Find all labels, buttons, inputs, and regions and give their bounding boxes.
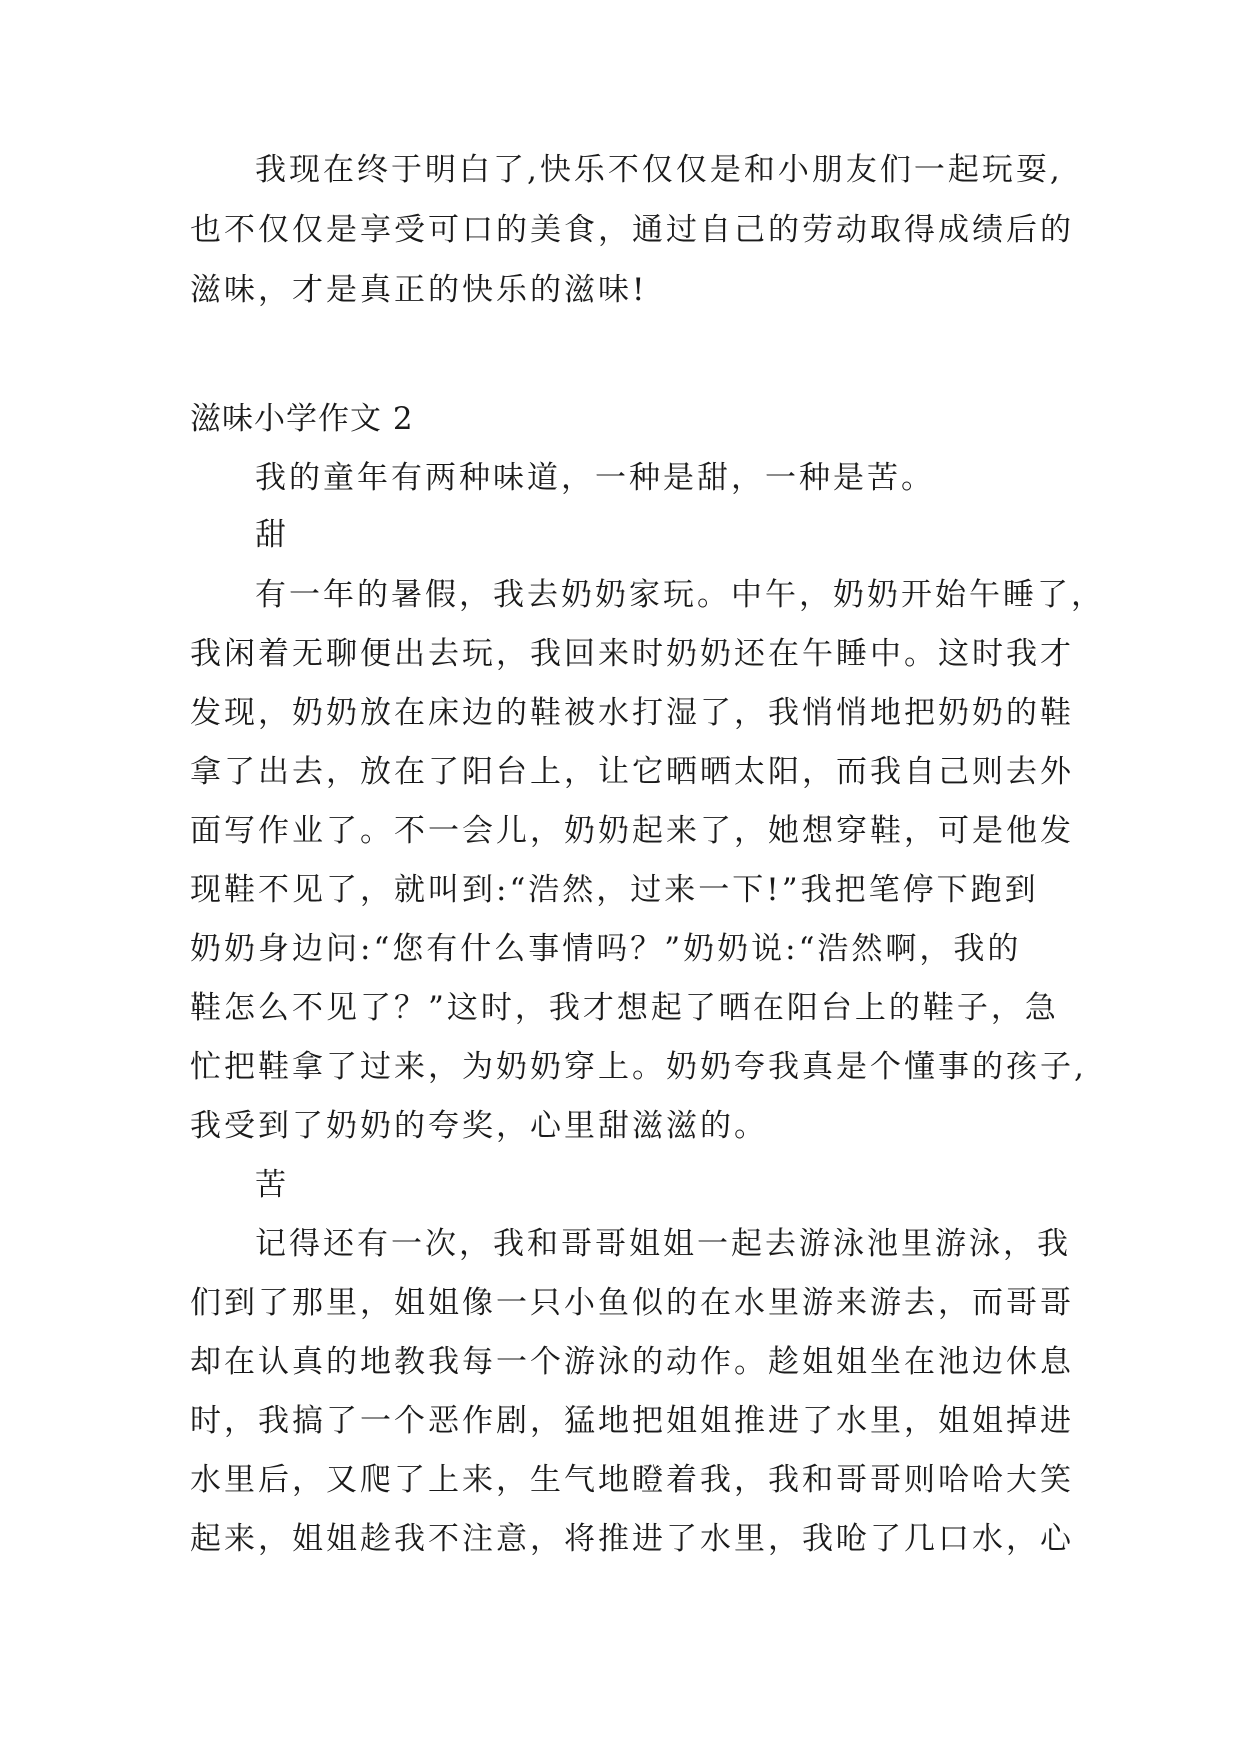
paragraph-line: 记得还有一次，我和哥哥姐姐一起去游泳池里游泳，我 (255, 1226, 1071, 1262)
paragraph-line: 发现，奶奶放在床边的鞋被水打湿了，我悄悄地把奶奶的鞋 (190, 695, 1074, 731)
paragraph-line: 拿了出去，放在了阳台上，让它晒晒太阳，而我自己则去外 (190, 754, 1074, 790)
paragraph-line: 面写作业了。不一会儿，奶奶起来了，她想穿鞋，可是他发 (190, 813, 1074, 849)
paragraph-line: 却在认真的地教我每一个游泳的动作。趁姐姐坐在池边休息 (190, 1344, 1074, 1380)
paragraph-line: 时，我搞了一个恶作剧，猛地把姐姐推进了水里，姐姐掉进 (190, 1403, 1074, 1439)
subheading-sweet: 甜 (255, 517, 289, 553)
paragraph-line: 鞋怎么不见了？”这时，我才想起了晒在阳台上的鞋子，急 (190, 990, 1059, 1026)
paragraph-line: 起来，姐姐趁我不注意，将推进了水里，我呛了几口水，心 (190, 1521, 1074, 1557)
paragraph-line: 现鞋不见了，就叫到:“浩然，过来一下!”我把笔停下跑到 (190, 872, 1039, 908)
paragraph-line: 也不仅仅是享受可口的美食，通过自己的劳动取得成绩后的 (190, 212, 1074, 248)
paragraph-line: 有一年的暑假，我去奶奶家玩。中午，奶奶开始午睡了， (255, 577, 1105, 613)
section-title: 滋味小学作文 2 (190, 401, 414, 437)
paragraph-line: 我现在终于明白了,快乐不仅仅是和小朋友们一起玩耍, (255, 152, 1063, 188)
paragraph-line: 我闲着无聊便出去玩，我回来时奶奶还在午睡中。这时我才 (190, 636, 1074, 672)
intro-line: 我的童年有两种味道，一种是甜，一种是苦。 (255, 460, 935, 496)
paragraph-line: 我受到了奶奶的夸奖，心里甜滋滋的。 (190, 1108, 768, 1144)
paragraph-line: 水里后，又爬了上来，生气地瞪着我，我和哥哥则哈哈大笑 (190, 1462, 1074, 1498)
paragraph-line: 奶奶身边问:“您有什么事情吗？”奶奶说:“浩然啊，我的 (190, 931, 1022, 967)
paragraph-line: 们到了那里，姐姐像一只小鱼似的在水里游来游去，而哥哥 (190, 1285, 1074, 1321)
paragraph-line: 滋味，才是真正的快乐的滋味! (190, 272, 648, 308)
paragraph-line: 忙把鞋拿了过来，为奶奶穿上。奶奶夸我真是个懂事的孩子, (190, 1049, 1087, 1085)
subheading-bitter: 苦 (255, 1167, 289, 1203)
